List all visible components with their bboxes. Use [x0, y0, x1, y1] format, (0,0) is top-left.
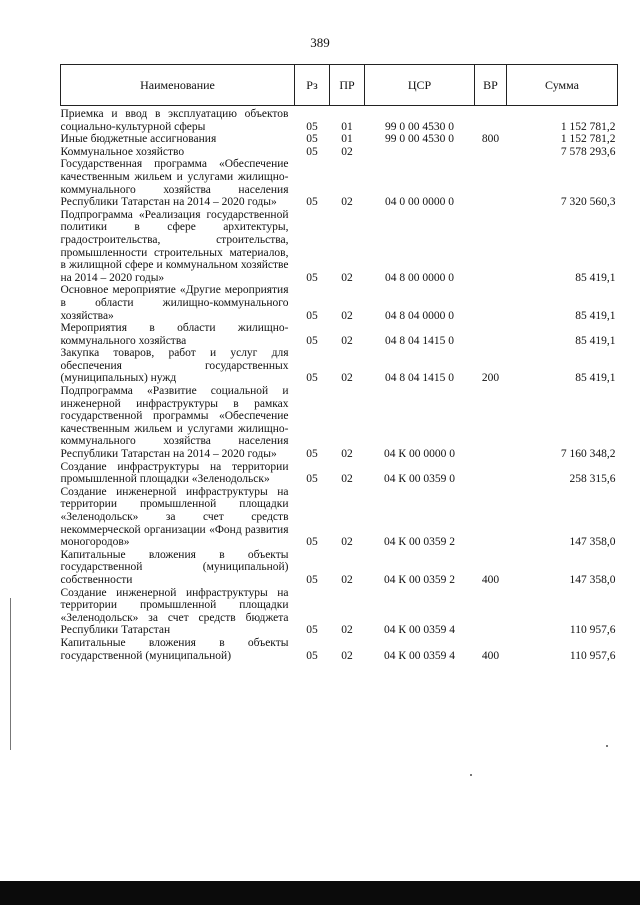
- row-name: Государственная программа «Обеспечение качественным жильем и услугами жилищно-коммунального хозяйства населения Республики Татарстан на 2014 – 2020 годы»: [60, 158, 289, 209]
- row-sum: 258 315,6: [569, 473, 616, 486]
- header-csr: ЦСР: [365, 65, 475, 106]
- table-row: [61, 637, 618, 662]
- scan-mark: [10, 598, 11, 750]
- row-vr: [475, 587, 507, 637]
- row-csr: 04 8 04 1415 0: [385, 334, 454, 347]
- table-header: [61, 65, 618, 106]
- header-sum: Сумма: [507, 65, 618, 106]
- scan-dot: [606, 745, 608, 747]
- scan-dot: [470, 774, 472, 776]
- header-vr: ВР: [475, 65, 507, 106]
- row-rz: 05: [306, 133, 318, 146]
- scan-border: [0, 881, 640, 905]
- row-sum: 110 957,6: [569, 624, 616, 637]
- row-sum: 1 152 781,2: [560, 120, 616, 133]
- row-rz: 05: [306, 448, 318, 461]
- row-rz: 05: [306, 536, 318, 549]
- row-pr: 01: [341, 120, 353, 133]
- row-name: Капитальные вложения в объекты государственной (муниципальной): [60, 636, 289, 662]
- row-csr: 04 8 00 0000 0: [385, 271, 454, 284]
- row-pr: 02: [341, 334, 353, 347]
- row-rz: 05: [306, 334, 318, 347]
- header-name: Наименование: [61, 65, 295, 106]
- table-row: [61, 284, 618, 322]
- header-rz: Рз: [295, 65, 330, 106]
- row-sum: 1 152 781,2: [560, 133, 616, 146]
- row-vr: [475, 106, 507, 134]
- table-row: [61, 549, 618, 587]
- row-name: Мероприятия в области жилищно-коммунального хозяйства: [60, 322, 289, 347]
- row-rz: 05: [306, 271, 318, 284]
- row-name: Создание инженерной инфраструктуры на территории промышленной площадки «Зеленодольск» за счет средств бюджета Республики Татарстан: [60, 586, 289, 637]
- row-rz: 05: [306, 473, 318, 486]
- table-row: [61, 587, 618, 637]
- row-pr: 02: [341, 624, 353, 637]
- row-csr: 04 8 04 1415 0: [385, 372, 454, 385]
- row-csr: 04 0 00 0000 0: [385, 196, 454, 209]
- row-vr: [475, 209, 507, 285]
- row-name: Приемка и ввод в эксплуатацию объектов социально-культурной сферы: [60, 108, 289, 133]
- row-csr: 04 8 04 0000 0: [385, 309, 454, 322]
- row-rz: 05: [306, 196, 318, 209]
- table-row: [61, 461, 618, 486]
- table-body: [61, 106, 618, 663]
- row-pr: 01: [341, 133, 353, 146]
- row-vr: 200: [481, 372, 500, 385]
- table-row: [61, 133, 618, 146]
- row-pr: 02: [341, 145, 353, 158]
- table-row: [61, 347, 618, 385]
- row-vr: [475, 385, 507, 461]
- row-rz: 05: [306, 145, 318, 158]
- row-vr: [475, 146, 507, 159]
- row-csr: 04 К 00 0359 4: [384, 649, 455, 662]
- table-row: [61, 385, 618, 461]
- row-pr: 02: [341, 372, 353, 385]
- row-sum: 110 957,6: [569, 649, 616, 662]
- row-sum: 147 358,0: [569, 536, 616, 549]
- row-pr: 02: [341, 573, 353, 586]
- row-vr: [475, 486, 507, 549]
- row-rz: 05: [306, 120, 318, 133]
- header-pr: ПР: [330, 65, 365, 106]
- row-pr: 02: [341, 473, 353, 486]
- row-rz: 05: [306, 573, 318, 586]
- row-vr: [475, 158, 507, 208]
- row-rz: 05: [306, 624, 318, 637]
- table-row: [61, 106, 618, 134]
- row-sum: 85 419,1: [575, 334, 616, 347]
- row-name: Создание инженерной инфраструктуры на территории промышленной площадки «Зеленодольск» за счет средств некоммерческой организации «Фонд развития моногородов»: [60, 485, 289, 549]
- row-csr: 04 К 00 0000 0: [384, 448, 455, 461]
- budget-table: [60, 64, 618, 662]
- row-name: Основное мероприятие «Другие мероприятия в области жилищно-коммунального хозяйства»: [60, 284, 289, 322]
- row-vr: 800: [481, 133, 500, 146]
- row-pr: 02: [341, 448, 353, 461]
- row-sum: 85 419,1: [575, 309, 616, 322]
- row-vr: [475, 322, 507, 347]
- row-rz: 05: [306, 372, 318, 385]
- row-rz: 05: [306, 309, 318, 322]
- row-name: Подпрограмма «Реализация государственной политики в сфере архитектуры, градостроительства, строительства, промышленности строительных материалов, в жилищной сфере и коммунальном хозяйстве на 2014 – 2020 годы»: [60, 208, 289, 284]
- row-sum: 7 160 348,2: [560, 448, 616, 461]
- table-row: [61, 146, 618, 159]
- row-vr: [475, 461, 507, 486]
- row-vr: [475, 284, 507, 322]
- row-sum: 7 320 560,3: [560, 196, 616, 209]
- row-name: Иные бюджетные ассигнования: [60, 133, 217, 146]
- row-csr: 99 0 00 4530 0: [385, 133, 454, 146]
- row-csr: [365, 146, 475, 159]
- row-name: Капитальные вложения в объекты государственной (муниципальной) собственности: [60, 548, 289, 586]
- row-name: Закупка товаров, работ и услуг для обеспечения государственных (муниципальных) нужд: [60, 347, 289, 385]
- row-csr: 99 0 00 4530 0: [385, 120, 454, 133]
- row-sum: 85 419,1: [575, 372, 616, 385]
- row-name: Коммунальное хозяйство: [60, 145, 185, 158]
- row-vr: 400: [481, 649, 500, 662]
- table-row: [61, 158, 618, 208]
- row-sum: 147 358,0: [569, 573, 616, 586]
- table-row: [61, 486, 618, 549]
- row-sum: 85 419,1: [575, 271, 616, 284]
- row-vr: 400: [481, 573, 500, 586]
- row-pr: 02: [341, 309, 353, 322]
- row-csr: 04 К 00 0359 2: [384, 536, 455, 549]
- row-sum: 7 578 293,6: [560, 145, 616, 158]
- row-csr: 04 К 00 0359 4: [384, 624, 455, 637]
- row-csr: 04 К 00 0359 0: [384, 473, 455, 486]
- table-row: [61, 322, 618, 347]
- row-name: Подпрограмма «Развитие социальной и инженерной инфраструктуры в рамках государственной программы «Обеспечение качественным жильем и услугами жилищно-коммунального хозяйства населения Республики Татарстан на 2014 – 2020 годы»: [60, 385, 289, 461]
- row-csr: 04 К 00 0359 2: [384, 573, 455, 586]
- row-pr: 02: [341, 271, 353, 284]
- table-row: [61, 209, 618, 285]
- page-number: 389: [310, 35, 330, 50]
- row-pr: 02: [341, 196, 353, 209]
- row-pr: 02: [341, 536, 353, 549]
- row-name: Создание инфраструктуры на территории промышленной площадки «Зеленодольск»: [60, 460, 289, 486]
- row-pr: 02: [341, 649, 353, 662]
- row-rz: 05: [306, 649, 318, 662]
